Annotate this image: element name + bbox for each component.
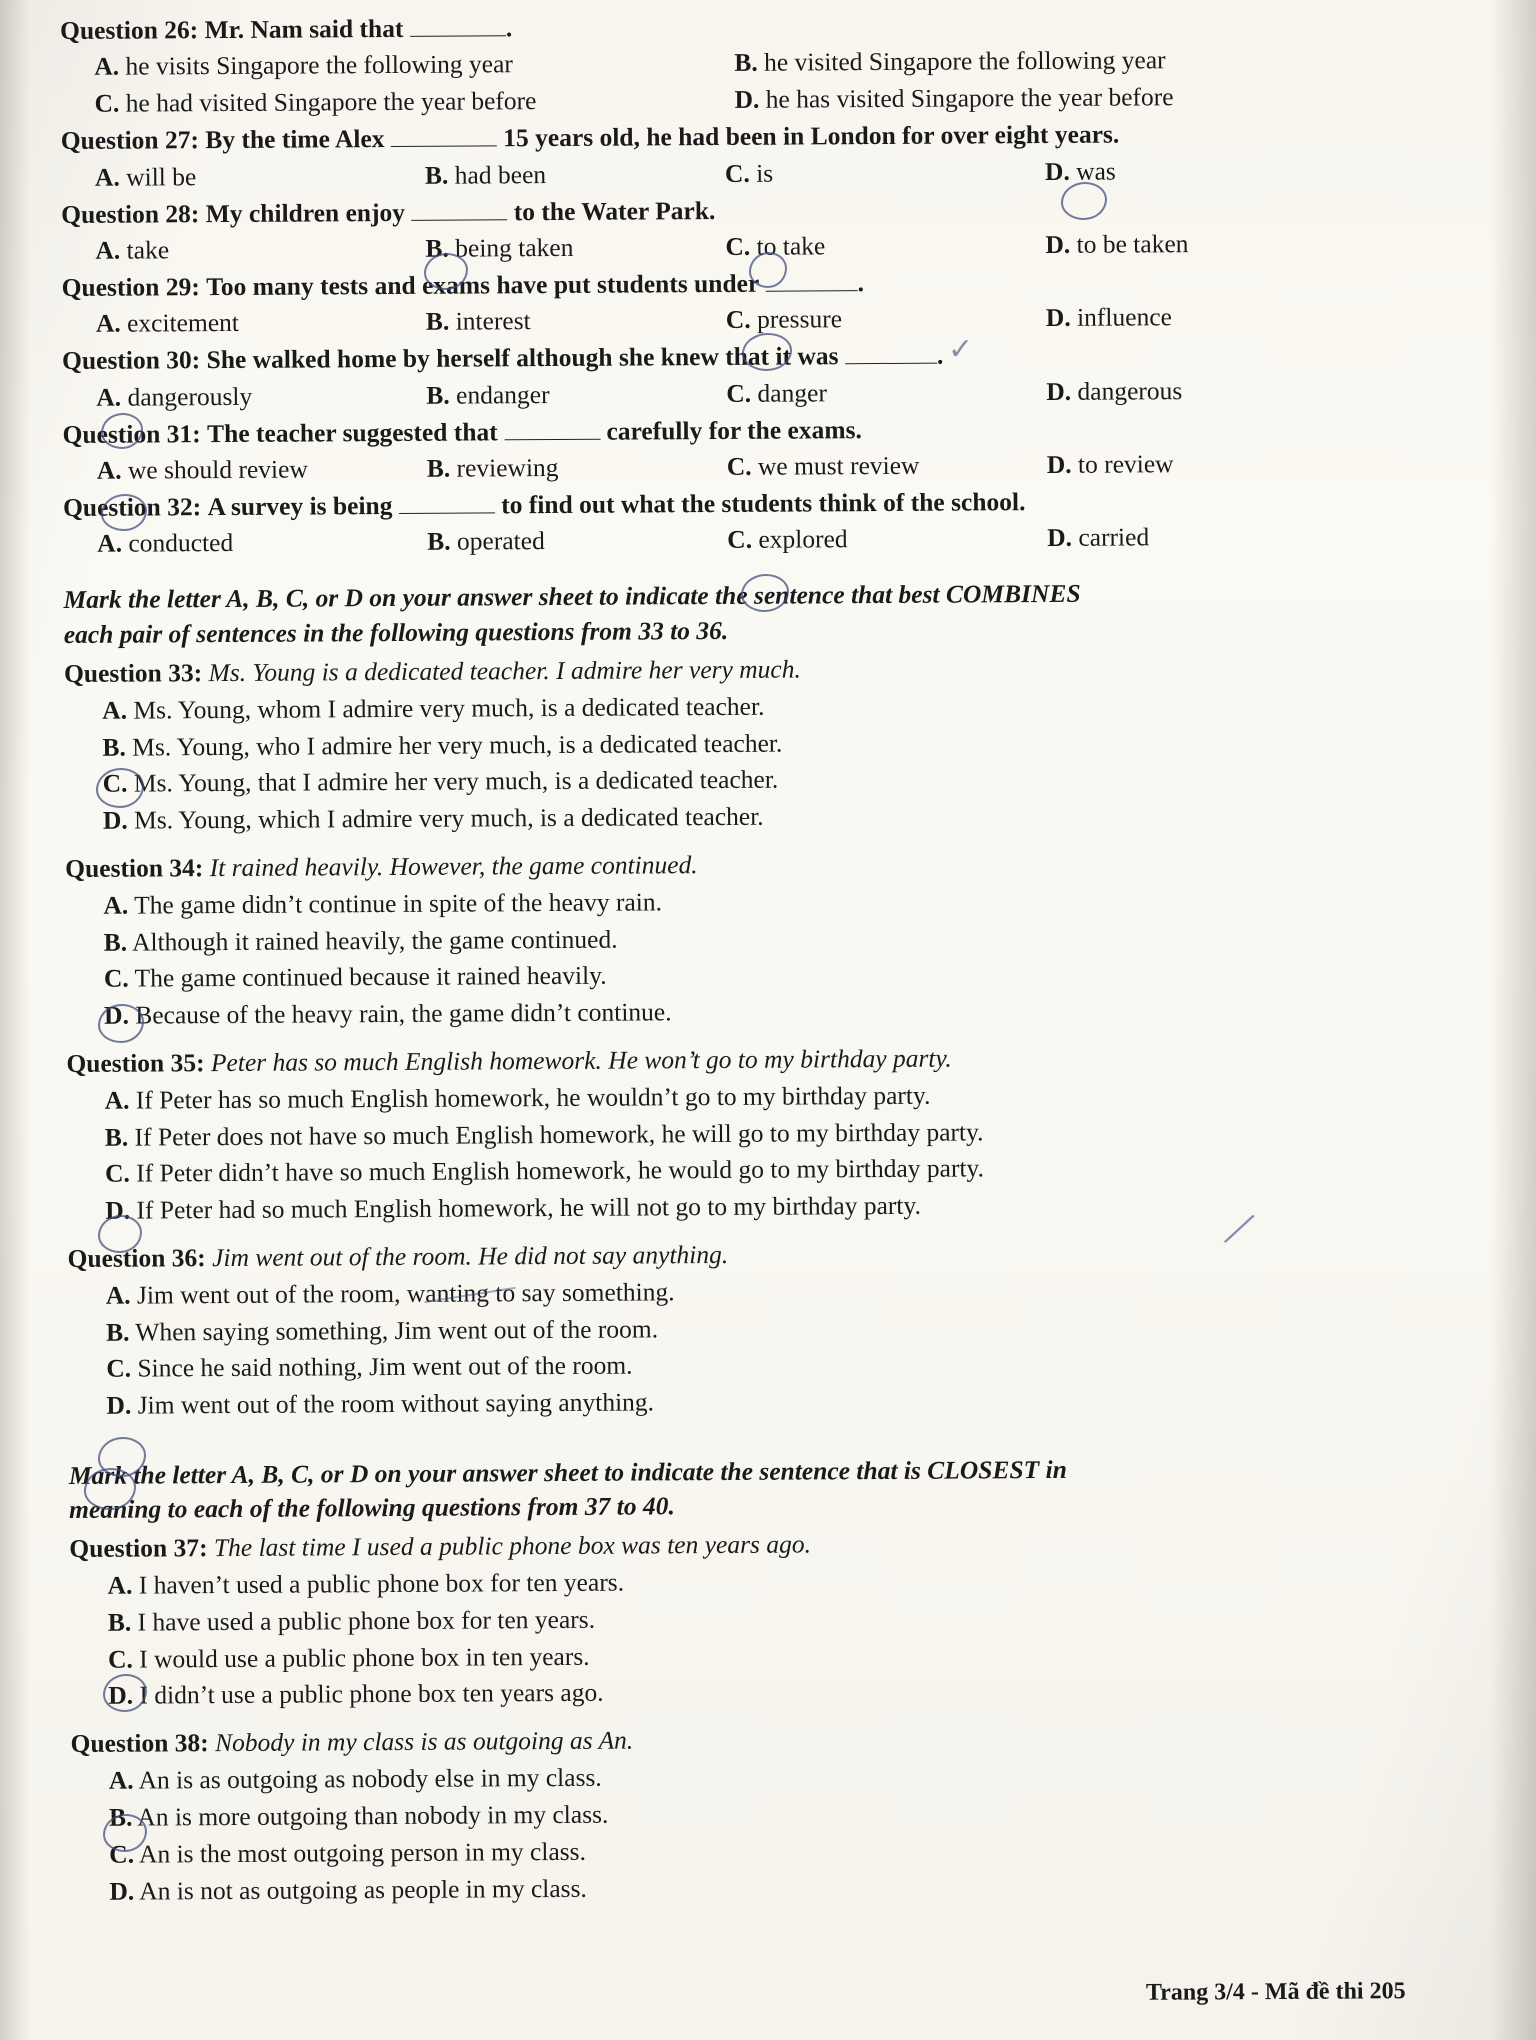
option-38-d-letter: D. xyxy=(109,1876,135,1906)
question-30-blank xyxy=(845,363,937,365)
question-35-stem-text: Peter has so much English homework. He won’t go to my birthday party. xyxy=(210,1043,952,1077)
question-27-number: Question 27: xyxy=(60,125,200,156)
question-32-stem-before: A survey is being xyxy=(207,491,393,522)
question-37-stem xyxy=(69,1524,1469,1567)
option-36-b-text: When saying something, Jim went out of the room. xyxy=(135,1314,659,1347)
option-35-d-text: If Peter had so much English homework, he will not go to my birthday party. xyxy=(136,1190,922,1225)
option-28-a-letter: A. xyxy=(95,235,121,265)
option-35-b-letter: B. xyxy=(104,1122,129,1152)
option-32-a[interactable] xyxy=(97,525,427,561)
option-27-b-text: had been xyxy=(454,159,547,190)
option-29-b[interactable] xyxy=(426,303,726,339)
option-31-d-letter: D. xyxy=(1046,449,1072,479)
option-36-d-text: Jim went out of the room without saying anything. xyxy=(137,1387,655,1420)
question-37-number: Question 37: xyxy=(69,1533,208,1564)
question-33-stem-text: Ms. Young is a dedicated teacher. I admire her very much. xyxy=(208,654,801,687)
option-26-b-text: he visited Singapore the following year xyxy=(763,45,1166,77)
question-27-blank xyxy=(391,146,497,148)
option-35-c-letter: C. xyxy=(104,1158,130,1189)
question-29-blank xyxy=(766,290,858,292)
option-26-b[interactable] xyxy=(734,42,1374,80)
option-29-c-text: pressure xyxy=(756,304,843,334)
option-30-c-text: danger xyxy=(757,377,827,408)
question-34-stem-text: It rained heavily. However, the game continued. xyxy=(209,849,698,882)
option-27-a-letter: A. xyxy=(94,162,120,192)
option-34-d[interactable] xyxy=(104,989,1466,1034)
option-28-a[interactable] xyxy=(95,232,425,268)
question-32-stem xyxy=(63,482,1463,525)
option-30-c-letter: C. xyxy=(726,378,752,408)
question-28-stem-after: to the Water Park. xyxy=(513,195,716,227)
question-31-stem-before: The teacher suggested that xyxy=(206,417,498,448)
question-38-stem xyxy=(70,1719,1470,1762)
option-32-d[interactable] xyxy=(1047,519,1367,555)
option-30-d-text: dangerous xyxy=(1077,375,1183,406)
question-26-options-row-1 xyxy=(60,42,1460,85)
option-30-a-letter: A. xyxy=(96,382,122,412)
option-26-d-text: he has visited Singapore the year before xyxy=(765,82,1174,115)
option-34-a-text: The game didn’t continue in spite of the heavy rain. xyxy=(134,887,663,920)
option-33-a-letter: A. xyxy=(102,695,128,725)
option-35-c-text: If Peter didn’t have so much English homework, he would go to my birthday party. xyxy=(136,1153,985,1188)
question-38-options xyxy=(71,1755,1472,1910)
option-30-d[interactable] xyxy=(1046,373,1366,409)
question-31-stem xyxy=(62,409,1462,452)
option-30-b-letter: B. xyxy=(426,380,450,410)
option-38-a-text: An is as outgoing as nobody else in my class. xyxy=(138,1763,602,1795)
instruction-combines xyxy=(63,575,1463,653)
question-36-number: Question 36: xyxy=(67,1242,206,1273)
option-27-c-letter: C. xyxy=(724,158,750,188)
option-35-a-letter: A. xyxy=(104,1085,130,1115)
option-27-b-letter: B. xyxy=(424,160,449,190)
option-29-c[interactable] xyxy=(726,301,1046,337)
option-33-b-letter: B. xyxy=(102,732,126,762)
option-31-d-text: to review xyxy=(1077,449,1174,479)
option-34-d-letter: D. xyxy=(104,1000,130,1030)
option-26-a-text: he visits Singapore the following year xyxy=(125,49,513,81)
option-37-d-letter: D. xyxy=(108,1681,134,1711)
page-footer: Trang 3/4 - Mã đề thi 205 xyxy=(1146,1978,1407,2006)
option-29-d-text: influence xyxy=(1076,302,1173,333)
option-31-b-letter: B. xyxy=(426,453,451,483)
option-33-c-letter: C. xyxy=(102,768,128,799)
question-29-stem-after: . xyxy=(857,268,865,298)
option-30-b-text: endanger xyxy=(456,379,550,410)
option-31-c-text: we must review xyxy=(757,450,920,481)
option-36-c-letter: C. xyxy=(106,1353,132,1384)
question-30-stem-before: She walked home by herself although she knew that it was xyxy=(206,341,839,375)
option-36-a-text: Jim went out of the room, wanting to say something. xyxy=(136,1277,675,1310)
option-38-d[interactable] xyxy=(109,1865,1471,1910)
question-35-options xyxy=(67,1074,1468,1229)
question-36-stem-text: Jim went out of the room. He did not say anything. xyxy=(212,1239,729,1272)
option-30-a-text: dangerously xyxy=(127,381,253,412)
option-31-c-letter: C. xyxy=(726,451,752,481)
option-31-a-letter: A. xyxy=(96,455,122,485)
option-30-c[interactable] xyxy=(726,375,1046,411)
option-31-b[interactable] xyxy=(427,450,727,486)
option-26-d-letter: D. xyxy=(734,85,760,115)
option-29-d-letter: D. xyxy=(1045,303,1071,333)
question-26-stem-before: Mr. Nam said that xyxy=(204,13,404,45)
option-36-b-letter: B. xyxy=(105,1317,130,1347)
pen-tick-q29: ✓ xyxy=(948,333,974,366)
question-26-number: Question 26: xyxy=(60,15,199,45)
question-33-number: Question 33: xyxy=(63,657,203,688)
question-30-stem-after: . xyxy=(936,341,944,371)
option-30-a[interactable] xyxy=(96,378,426,414)
option-32-d-letter: D. xyxy=(1047,523,1073,553)
option-31-b-text: reviewing xyxy=(456,452,559,483)
option-35-d-letter: D. xyxy=(105,1195,131,1225)
option-28-b-letter: B. xyxy=(425,233,449,263)
option-29-d[interactable] xyxy=(1046,299,1366,335)
option-33-c-text: Ms. Young, that I admire her very much, is a dedicated teacher. xyxy=(133,764,779,798)
question-28-stem-before: My children enjoy xyxy=(205,197,406,228)
option-38-c-text: An is the most outgoing person in my class. xyxy=(138,1836,587,1869)
option-37-d-text: I didn’t use a public phone box ten years ago. xyxy=(139,1678,604,1711)
option-26-c-text: he had visited Singapore the year before xyxy=(125,86,537,118)
option-27-c[interactable] xyxy=(725,155,1045,191)
option-35-a-text: If Peter has so much English homework, he wouldn’t go to my birthday party. xyxy=(135,1080,931,1115)
option-38-d-text: An is not as outgoing as people in my class. xyxy=(139,1873,587,1906)
question-34-options xyxy=(65,879,1466,1034)
question-30-number: Question 30: xyxy=(62,345,201,376)
option-27-d-text: was xyxy=(1076,156,1116,186)
option-32-d-text: carried xyxy=(1078,522,1150,552)
option-31-d[interactable] xyxy=(1047,446,1367,482)
option-35-b-text: If Peter does not have so much English homework, he will go to my birthday party. xyxy=(134,1117,984,1152)
option-30-b[interactable] xyxy=(426,376,726,412)
question-31-number: Question 31: xyxy=(62,418,201,449)
question-37-options xyxy=(69,1560,1470,1715)
option-33-d-letter: D. xyxy=(102,805,128,835)
option-28-b-text: being taken xyxy=(455,232,574,263)
option-26-a[interactable] xyxy=(94,46,734,84)
option-30-d-letter: D. xyxy=(1046,376,1072,406)
option-28-c-letter: C. xyxy=(725,231,751,261)
option-29-c-letter: C. xyxy=(725,305,751,335)
option-36-d[interactable] xyxy=(106,1380,1468,1425)
option-37-c-text: I would use a public phone box in ten years. xyxy=(139,1641,590,1674)
pen-tick-q35: ╱ xyxy=(1224,1210,1254,1249)
question-35-number: Question 35: xyxy=(66,1047,205,1078)
question-34-number: Question 34: xyxy=(65,852,204,883)
option-27-d-letter: D. xyxy=(1044,156,1070,186)
instruction-closest-line2: meaning to each of the following questions from 37 to 40. xyxy=(69,1491,675,1525)
question-29-stem xyxy=(62,263,1462,306)
option-27-b[interactable] xyxy=(425,157,725,193)
option-29-a-text: excitement xyxy=(126,308,240,338)
question-28-number: Question 28: xyxy=(61,198,200,229)
option-34-d-text: Because of the heavy rain, the game didn’t continue. xyxy=(135,997,672,1030)
question-28-stem xyxy=(61,189,1461,232)
option-32-b-text: operated xyxy=(456,526,545,556)
question-27-stem-after: 15 years old, he had been in London for over eight years. xyxy=(503,120,1120,153)
question-27-options xyxy=(61,152,1461,195)
option-27-a-text: will be xyxy=(126,161,197,192)
option-34-c-text: The game continued because it rained heavily. xyxy=(134,960,607,993)
question-29-options xyxy=(62,299,1462,342)
question-27-stem-before: By the time Alex xyxy=(205,124,385,155)
option-32-c-letter: C. xyxy=(727,524,753,555)
exam-content xyxy=(60,5,1472,1912)
question-26-options-row-2 xyxy=(60,79,1460,122)
instruction-combines-line1: Mark the letter A, B, C, or D on your answer sheet to indicate the sentence that best COMBINES xyxy=(63,579,1081,615)
option-32-b-letter: B. xyxy=(427,526,451,556)
option-37-b-text: I have used a public phone box for ten years. xyxy=(137,1604,596,1637)
question-34-stem xyxy=(65,843,1465,886)
option-34-b-text: Although it rained heavily, the game continued. xyxy=(131,924,618,957)
question-31-blank xyxy=(504,438,600,440)
option-37-c-letter: C. xyxy=(107,1644,133,1674)
option-33-d[interactable] xyxy=(103,794,1465,839)
question-36-stem xyxy=(68,1233,1468,1276)
option-29-b-text: interest xyxy=(455,306,531,336)
option-29-a[interactable] xyxy=(96,305,426,341)
option-28-c[interactable] xyxy=(725,228,1045,264)
question-38-stem-text: Nobody in my class is as outgoing as An. xyxy=(214,1725,634,1758)
question-28-options xyxy=(61,225,1461,268)
question-37-stem-text: The last time I used a public phone box was ten years ago. xyxy=(213,1529,812,1563)
option-32-a-text: conducted xyxy=(128,528,234,558)
option-36-d-letter: D. xyxy=(106,1390,132,1420)
option-37-b-letter: B. xyxy=(107,1607,132,1637)
option-33-b-text: Ms. Young, who I admire her very much, is a dedicated teacher. xyxy=(132,728,783,762)
option-37-a-text: I haven’t used a public phone box for ten years. xyxy=(138,1567,625,1600)
option-29-b-letter: B. xyxy=(425,306,450,337)
question-32-stem-after: to find out what the students think of the school. xyxy=(501,487,1026,520)
option-31-c[interactable] xyxy=(727,448,1047,484)
question-27-stem xyxy=(61,116,1461,159)
question-32-number: Question 32: xyxy=(62,492,202,523)
question-26-stem xyxy=(60,5,1460,48)
option-28-d[interactable] xyxy=(1045,226,1365,262)
option-26-b-letter: B. xyxy=(734,47,758,78)
option-33-d-text: Ms. Young, which I admire very much, is a dedicated teacher. xyxy=(134,801,764,835)
question-29-number: Question 29: xyxy=(61,272,200,303)
option-34-a-letter: A. xyxy=(103,890,129,920)
question-26-stem-after: . xyxy=(505,13,513,43)
option-27-d[interactable] xyxy=(1045,153,1365,189)
option-28-d-text: to be taken xyxy=(1076,229,1189,259)
option-32-c-text: explored xyxy=(758,524,848,554)
option-37-a-letter: A. xyxy=(107,1570,133,1601)
question-32-blank xyxy=(399,512,495,514)
option-26-c-letter: C. xyxy=(94,88,120,119)
option-26-a-letter: A. xyxy=(94,51,120,81)
question-31-stem-after: carefully for the exams. xyxy=(606,414,862,446)
option-32-b[interactable] xyxy=(427,523,727,559)
option-27-a[interactable] xyxy=(95,158,425,194)
option-29-a-letter: A. xyxy=(95,308,121,339)
question-30-stem xyxy=(62,336,1462,379)
question-36-options xyxy=(68,1269,1469,1424)
instruction-closest xyxy=(69,1450,1469,1528)
option-31-a-text: we should review xyxy=(127,454,308,485)
question-35-stem xyxy=(66,1038,1466,1081)
option-26-c[interactable] xyxy=(94,83,734,121)
option-38-b-letter: B. xyxy=(108,1802,133,1832)
question-32-options xyxy=(63,519,1463,562)
question-31-options xyxy=(63,445,1463,488)
option-35-d[interactable] xyxy=(105,1184,1467,1229)
question-29-stem-before: Too many tests and exams have put students under xyxy=(206,268,760,302)
question-33-stem xyxy=(64,648,1464,691)
question-33-options xyxy=(64,684,1465,839)
option-38-c-letter: C. xyxy=(109,1839,135,1869)
option-27-c-text: is xyxy=(756,158,774,188)
option-32-c[interactable] xyxy=(727,521,1047,557)
option-34-b-letter: B. xyxy=(103,927,128,957)
option-28-c-text: to take xyxy=(756,231,826,261)
question-30-options xyxy=(62,372,1462,415)
option-31-a[interactable] xyxy=(97,452,427,488)
option-32-a-letter: A. xyxy=(97,528,123,558)
option-28-b[interactable] xyxy=(425,230,725,266)
option-28-a-text: take xyxy=(126,235,170,265)
option-33-a-text: Ms. Young, whom I admire very much, is a dedicated teacher. xyxy=(133,691,765,725)
option-37-d[interactable] xyxy=(108,1670,1470,1715)
option-38-a-letter: A. xyxy=(108,1765,134,1796)
option-38-b-text: An is more outgoing than nobody in my class. xyxy=(137,1799,609,1832)
question-26-blank xyxy=(410,35,506,37)
instruction-closest-line1: Mark the letter A, B, C, or D on your answer sheet to indicate the sentence that is CLOSEST in xyxy=(68,1454,1067,1490)
option-28-d-letter: D. xyxy=(1045,229,1071,259)
option-26-d[interactable] xyxy=(734,79,1374,117)
question-28-blank xyxy=(411,219,507,221)
question-38-number: Question 38: xyxy=(70,1728,209,1759)
option-36-c-text: Since he said nothing, Jim went out of the room. xyxy=(137,1350,633,1383)
option-34-c-letter: C. xyxy=(103,963,129,994)
option-36-a-letter: A. xyxy=(105,1280,131,1310)
instruction-combines-line2: each pair of sentences in the following questions from 33 to 36. xyxy=(63,615,729,650)
